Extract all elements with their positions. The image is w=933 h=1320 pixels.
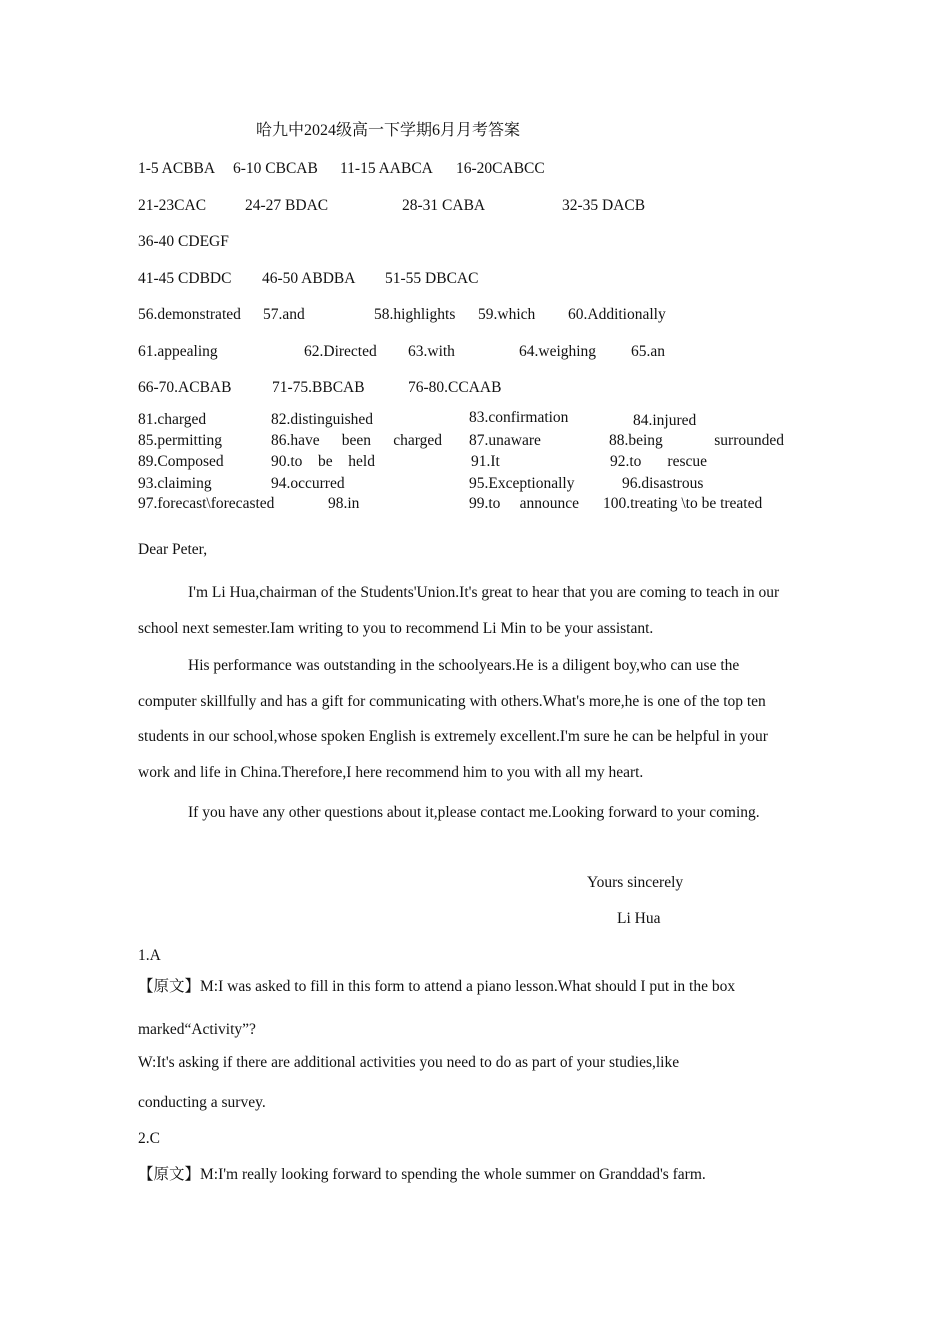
answer-group: 71-75.BBCAB [272, 379, 365, 396]
answer-item: 64.weighing [519, 343, 597, 360]
answer-item: 60.Additionally [568, 306, 666, 323]
answer-group: 21-23CAC [138, 197, 207, 214]
answer-item: 82.distinguished [271, 411, 374, 428]
letter-paragraph [138, 648, 798, 790]
answer-item: 65.an [631, 343, 666, 360]
answer-word: 99.to [469, 495, 501, 512]
answer-item: 87.unaware [469, 432, 541, 449]
answer-item: 81.charged [138, 411, 207, 428]
answer-word: charged [393, 432, 442, 449]
page-title: 哈九中2024级高一下学期6月月考答案 [256, 122, 521, 139]
answer-group: 66-70.ACBAB [138, 379, 232, 396]
answer-item: 94.occurred [271, 475, 345, 492]
letter-closing: Yours sincerely [587, 874, 684, 891]
transcript-line: marked“Activity”? [138, 1021, 256, 1038]
answer-item [609, 431, 784, 451]
letter-paragraph [138, 575, 798, 646]
question-label: 1.A [138, 947, 161, 964]
answer-item: 95.Exceptionally [469, 475, 575, 492]
answer-item: 89.Composed [138, 453, 224, 470]
answer-group: 41-45 CDBDC [138, 270, 232, 287]
answer-group: 36-40 CDEGF [138, 233, 229, 250]
answer-word: rescue [667, 453, 707, 470]
answer-item: 57.and [263, 306, 305, 323]
letter-paragraph-text: I'm Li Hua,chairman of the Students'Union.It's great to hear that you are coming to teach in our school next semester.Iam writing to you to recommend Li Min to be your assistant. [138, 584, 780, 637]
question-label: 2.C [138, 1130, 160, 1147]
answer-group: 24-27 BDAC [245, 197, 329, 214]
answer-group: 6-10 CBCAB [233, 160, 318, 177]
transcript-line: 【原文】M:I'm really looking forward to spending the whole summer on Granddad's farm. [138, 1166, 706, 1183]
answer-item: 96.disastrous [622, 475, 704, 492]
answer-group: 11-15 AABCA [340, 160, 433, 177]
answer-item: 62.Directed [304, 343, 377, 360]
answer-word: been [341, 432, 372, 449]
letter-paragraph-text: If you have any other questions about it,please contact me.Looking forward to your coming. [188, 804, 760, 821]
answer-item: 85.permitting [138, 432, 222, 449]
answer-item: 59.which [478, 306, 536, 323]
answer-word: surrounded [714, 432, 784, 449]
answer-item: 56.demonstrated [138, 306, 241, 323]
transcript-line: W:It's asking if there are additional activities you need to do as part of your studies,like [138, 1054, 680, 1071]
answer-group: 32-35 DACB [562, 197, 646, 214]
answer-item [610, 452, 707, 472]
answer-item: 93.claiming [138, 475, 212, 492]
answer-word: 86.have [271, 432, 320, 449]
letter-signature: Li Hua [617, 910, 661, 927]
answer-group: 76-80.CCAAB [408, 379, 502, 396]
answer-group: 16-20CABCC [456, 160, 545, 177]
answer-item: 100.treating \to be treated [603, 495, 763, 512]
answer-group: 46-50 ABDBA [262, 270, 356, 287]
answer-item: 63.with [408, 343, 455, 360]
answer-item [271, 431, 442, 451]
answer-item: 83.confirmation [469, 409, 569, 426]
answer-word: be [318, 453, 333, 470]
answer-group: 51-55 DBCAC [385, 270, 479, 287]
answer-word: announce [519, 495, 579, 512]
answer-item: 58.highlights [374, 306, 456, 323]
answer-group: 28-31 CABA [402, 197, 486, 214]
transcript-line: 【原文】M:I was asked to fill in this form to attend a piano lesson.What should I put in the box [138, 978, 736, 995]
answer-item: 91.It [471, 453, 500, 470]
letter-greeting: Dear Peter, [138, 541, 208, 558]
transcript-line: conducting a survey. [138, 1094, 266, 1111]
answer-word: 88.being [609, 432, 663, 449]
answer-item: 84.injured [633, 412, 697, 429]
answer-group: 1-5 ACBBA [138, 160, 216, 177]
answer-word: 92.to [610, 453, 642, 470]
answer-item: 97.forecast\forecasted [138, 495, 275, 512]
answer-item [469, 494, 579, 514]
answer-item [271, 452, 375, 472]
letter-paragraph-text: His performance was outstanding in the schoolyears.He is a diligent boy,who can use the computer skillfully and has a gift for communicating with others.What's more,he is one of the top ten students in our school,whose spoken English is extremely excellent.I'm sure he can be helpful in your work and life in China.Therefore,I here recommend him to you with all my heart. [138, 657, 768, 781]
letter-paragraph [138, 795, 778, 831]
answer-word: held [348, 453, 375, 470]
answer-item: 61.appealing [138, 343, 218, 360]
answer-item: 98.in [328, 495, 360, 512]
answer-word: 90.to [271, 453, 303, 470]
